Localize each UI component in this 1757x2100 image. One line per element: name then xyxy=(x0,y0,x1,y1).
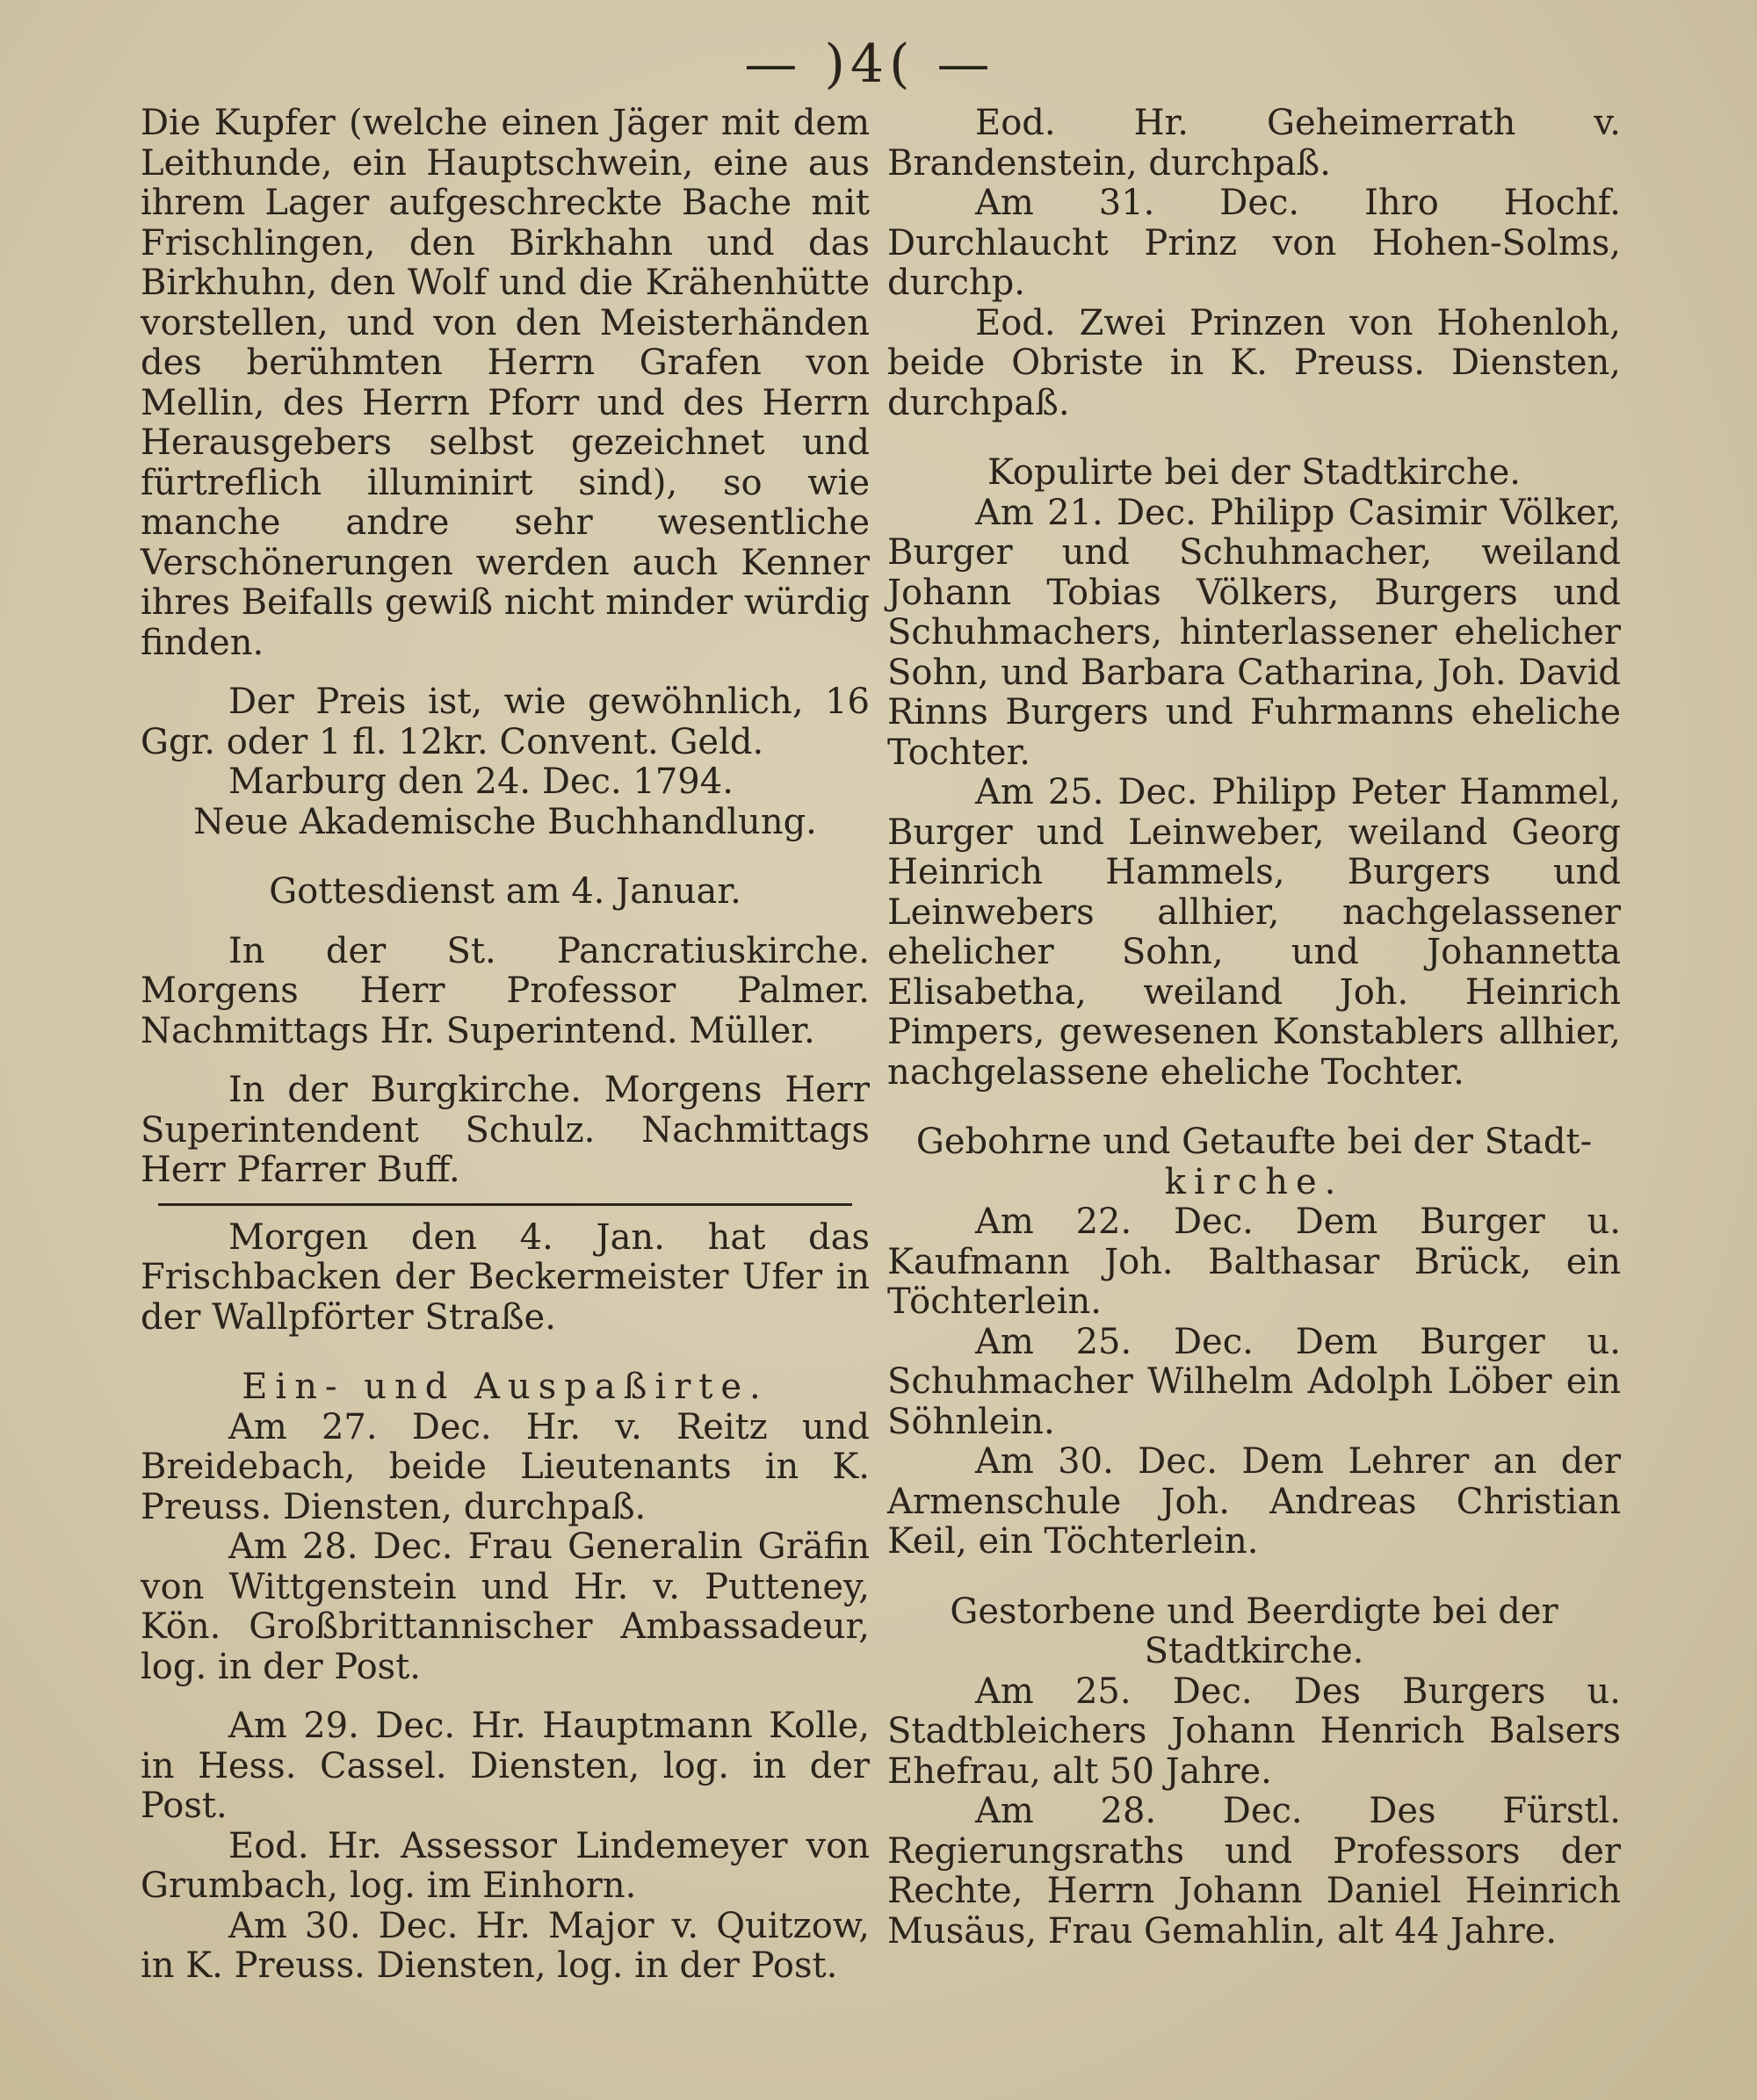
left-column xyxy=(141,104,870,1987)
traveller-entry: Eod. Zwei Prinzen von Hohenloh, beide Obriste in K. Preuss. Diensten, durchpaß. xyxy=(887,302,1621,423)
travellers-heading: Ein- und Auspaßirte. xyxy=(242,1367,769,1407)
traveller-entry: Eod. Hr. Assessor Lindemeyer von Grumbach, log. im Einhorn. xyxy=(141,1825,870,1906)
traveller-entry: Am 30. Dec. Hr. Major v. Quitzow, in K. Preuss. Diensten, log. in der Post. xyxy=(141,1905,870,1986)
traveller-entry: Am 31. Dec. Ihro Hochf. Durchlaucht Prinz von Hohen-Solms, durchp. xyxy=(887,183,1621,303)
right-column xyxy=(887,104,1621,1952)
birth-entry: Am 25. Dec. Dem Burger u. Schuhmacher Wilhelm Adolph Löber ein Söhnlein. xyxy=(887,1321,1621,1442)
death-entry: Am 25. Dec. Des Burgers u. Stadtbleichers Johann Henrich Balsers Ehefrau, alt 50 Jahre. xyxy=(887,1671,1621,1792)
deaths-heading-cont: Stadtkirche. xyxy=(1144,1631,1364,1671)
traveller-entry: Am 27. Dec. Hr. v. Reitz und Breidebach, beide Lieutenants in K. Preuss. Diensten, durchpaß. xyxy=(141,1406,870,1527)
place-date: Marburg den 24. Dec. 1794. xyxy=(228,761,734,802)
price-paragraph: Der Preis ist, wie gewöhnlich, 16 Ggr. oder 1 fl. 12kr. Convent. Geld. xyxy=(141,682,870,762)
deaths-heading: Gestorbene und Beerdigte bei der xyxy=(950,1591,1558,1632)
service-burgkirche: In der Burgkirche. Morgens Herr Superintendent Schulz. Nachmittags Herr Pfarrer Buff. xyxy=(141,1070,870,1190)
traveller-entry: Eod. Hr. Geheimerrath v. Brandenstein, durchpaß. xyxy=(887,103,1621,184)
service-pancratius: In der St. Pancratiuskirche. Morgens Herr Professor Palmer. Nachmittags Hr. Superintend. Müller. xyxy=(141,930,870,1051)
births-heading: Gebohrne und Getaufte bei der Stadt- xyxy=(915,1122,1593,1162)
page-number: — )4( — xyxy=(744,33,995,95)
traveller-entry: Am 29. Dec. Hr. Hauptmann Kolle, in Hess. Cassel. Diensten, log. in der Post. xyxy=(141,1706,870,1826)
marriage-entry: Am 25. Dec. Philipp Peter Hammel, Burger und Leinweber, weiland Georg Heinrich Hammels, Burgers und Leinwebers allhier, nachgelassener ehelicher Sohn, und Johannetta Elisabetha, weiland Joh. Heinrich Pimpers, gewesenen Konstablers allhier, nachgelassene eheliche Tochter. xyxy=(887,772,1621,1093)
births-heading-cont: kirche. xyxy=(1164,1161,1344,1202)
marriage-entry: Am 21. Dec. Philipp Casimir Völker, Burger und Schuhmacher, weiland Johann Tobias Völkers, Burgers und Schuhmachers, hinterlassener ehelicher Sohn, und Barbara Catharina, Joh. David Rinns Burgers und Fuhrmanns eheliche Tochter. xyxy=(887,492,1621,773)
publisher-signature: Neue Akademische Buchhandlung. xyxy=(193,801,817,842)
birth-entry: Am 22. Dec. Dem Burger u. Kaufmann Joh. Balthasar Brück, ein Töchterlein. xyxy=(887,1202,1621,1322)
book-illustrations-paragraph: Die Kupfer (welche einen Jäger mit dem Leithunde, ein Hauptschwein, eine aus ihrem Lager aufgeschreckte Bache mit Frischlingen, den Birkhahn und das Birkhuhn, den Wolf und die Krähenhütte vorstellen, und von den Meisterhänden des berühmten Herrn Grafen von Mellin, des Herrn Pforr und des Herrn Herausgebers selbst gezeichnet und fürtreflich illuminirt sind), so wie manche andre sehr wesentliche Verschönerungen werden auch Kenner ihres Beifalls gewiß nicht minder würdig finden. xyxy=(141,103,870,663)
service-heading: Gottesdienst am 4. Januar. xyxy=(269,871,741,912)
marriages-heading: Kopulirte bei der Stadtkirche. xyxy=(987,452,1522,493)
section-divider xyxy=(158,1203,852,1206)
baking-notice: Morgen den 4. Jan. hat das Frischbacken der Beckermeister Ufer in der Wallpförter Straße. xyxy=(141,1216,870,1338)
birth-entry: Am 30. Dec. Dem Lehrer an der Armenschule Joh. Andreas Christian Keil, ein Töchterlein. xyxy=(887,1441,1621,1562)
death-entry: Am 28. Dec. Des Fürstl. Regierungsraths und Professors der Rechte, Herrn Johann Daniel Heinrich Musäus, Frau Gemahlin, alt 44 Jahre. xyxy=(887,1791,1621,1952)
traveller-entry: Am 28. Dec. Frau Generalin Gräfin von Wittgenstein und Hr. v. Putteney, Kön. Großbrittannischer Ambassadeur, log. in der Post. xyxy=(141,1526,870,1687)
